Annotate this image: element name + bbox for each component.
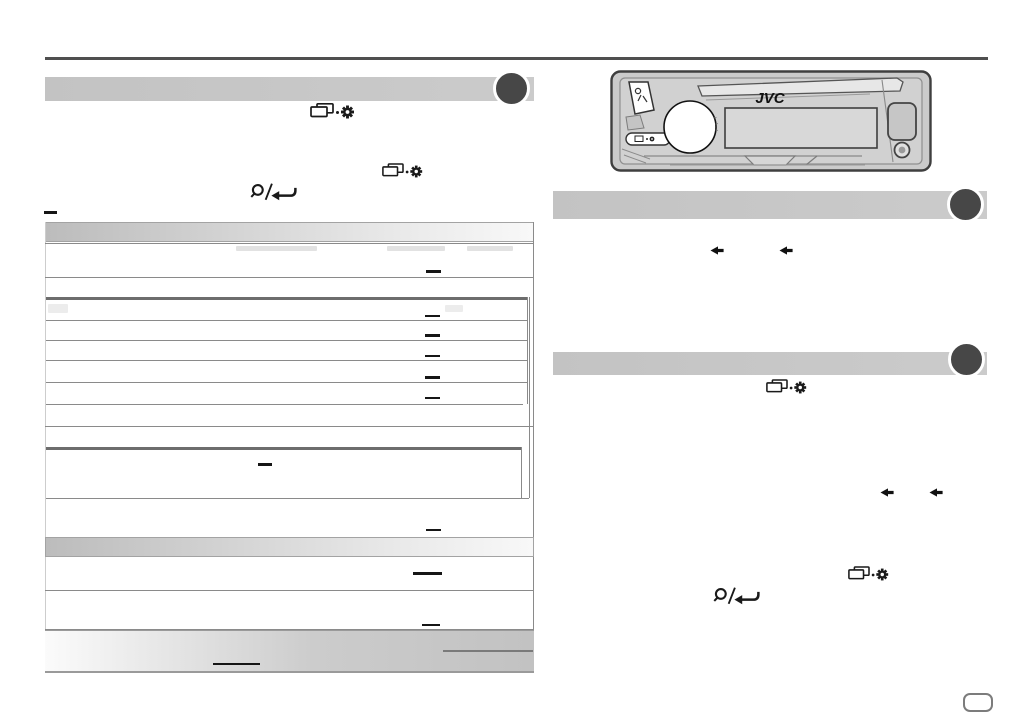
bottom-band-divider bbox=[443, 650, 533, 652]
table-header-band-1 bbox=[45, 222, 534, 242]
page-number-box bbox=[963, 693, 993, 712]
ghost-text bbox=[467, 246, 513, 251]
top-rule bbox=[45, 57, 988, 60]
row-line bbox=[45, 277, 534, 278]
row-line bbox=[45, 590, 534, 591]
section-header-2 bbox=[553, 191, 987, 219]
page-ref-dash bbox=[422, 624, 440, 627]
left-arrow-icon bbox=[929, 488, 943, 497]
device-logo: JVC bbox=[755, 90, 785, 107]
nested-row-line bbox=[46, 340, 527, 341]
nested-table-mid-right-border bbox=[529, 297, 530, 498]
page-ref-dash bbox=[426, 529, 441, 532]
nested-row-line bbox=[46, 498, 529, 499]
left-arrow-icon bbox=[779, 246, 793, 255]
search-back-icon bbox=[713, 586, 761, 605]
left-arrow-icon bbox=[880, 488, 894, 497]
ghost-text bbox=[48, 304, 68, 313]
table-right-border bbox=[533, 222, 534, 673]
nested-table-2-top-border bbox=[46, 447, 521, 450]
nested-row-line bbox=[46, 382, 527, 383]
device-illustration bbox=[610, 70, 932, 172]
page-ref-dash bbox=[425, 355, 440, 358]
ghost-text bbox=[445, 305, 463, 312]
left-arrow-icon bbox=[710, 246, 724, 255]
blanked-footnote-dash bbox=[44, 211, 57, 214]
nested-table-1-top-border bbox=[46, 297, 527, 300]
display-settings-icon bbox=[766, 379, 808, 396]
detach-area bbox=[888, 103, 916, 140]
nested-row-line bbox=[46, 320, 527, 321]
display-settings-icon bbox=[382, 163, 424, 180]
page-ref-dash bbox=[425, 397, 440, 400]
display-settings-icon bbox=[848, 566, 890, 583]
section-header-1 bbox=[45, 77, 534, 101]
blanked-underline bbox=[213, 663, 260, 665]
row-line bbox=[45, 426, 534, 427]
search-back-icon bbox=[250, 182, 298, 201]
section-header-3 bbox=[553, 352, 987, 375]
ghost-text bbox=[387, 246, 445, 251]
step-badge-1 bbox=[493, 70, 530, 107]
page-ref-dash bbox=[413, 572, 442, 575]
page-ref-dash bbox=[258, 463, 272, 466]
table-bottom-band bbox=[45, 630, 534, 673]
step-badge-2 bbox=[947, 186, 984, 223]
table-header-band-2 bbox=[45, 537, 534, 557]
volume-knob bbox=[664, 101, 716, 153]
display-settings-icon bbox=[310, 103, 356, 121]
page-ref-dash bbox=[425, 334, 440, 337]
nested-table-2-right-border bbox=[521, 447, 522, 498]
nested-row-line bbox=[46, 404, 523, 405]
display-window bbox=[725, 108, 877, 148]
nested-row-line bbox=[46, 360, 527, 361]
page-ref-dash bbox=[426, 270, 441, 273]
row-line bbox=[45, 243, 534, 244]
step-badge-3 bbox=[948, 341, 985, 378]
page-ref-dash bbox=[425, 315, 440, 318]
page-ref-dash bbox=[425, 376, 440, 379]
ghost-text bbox=[236, 246, 317, 251]
